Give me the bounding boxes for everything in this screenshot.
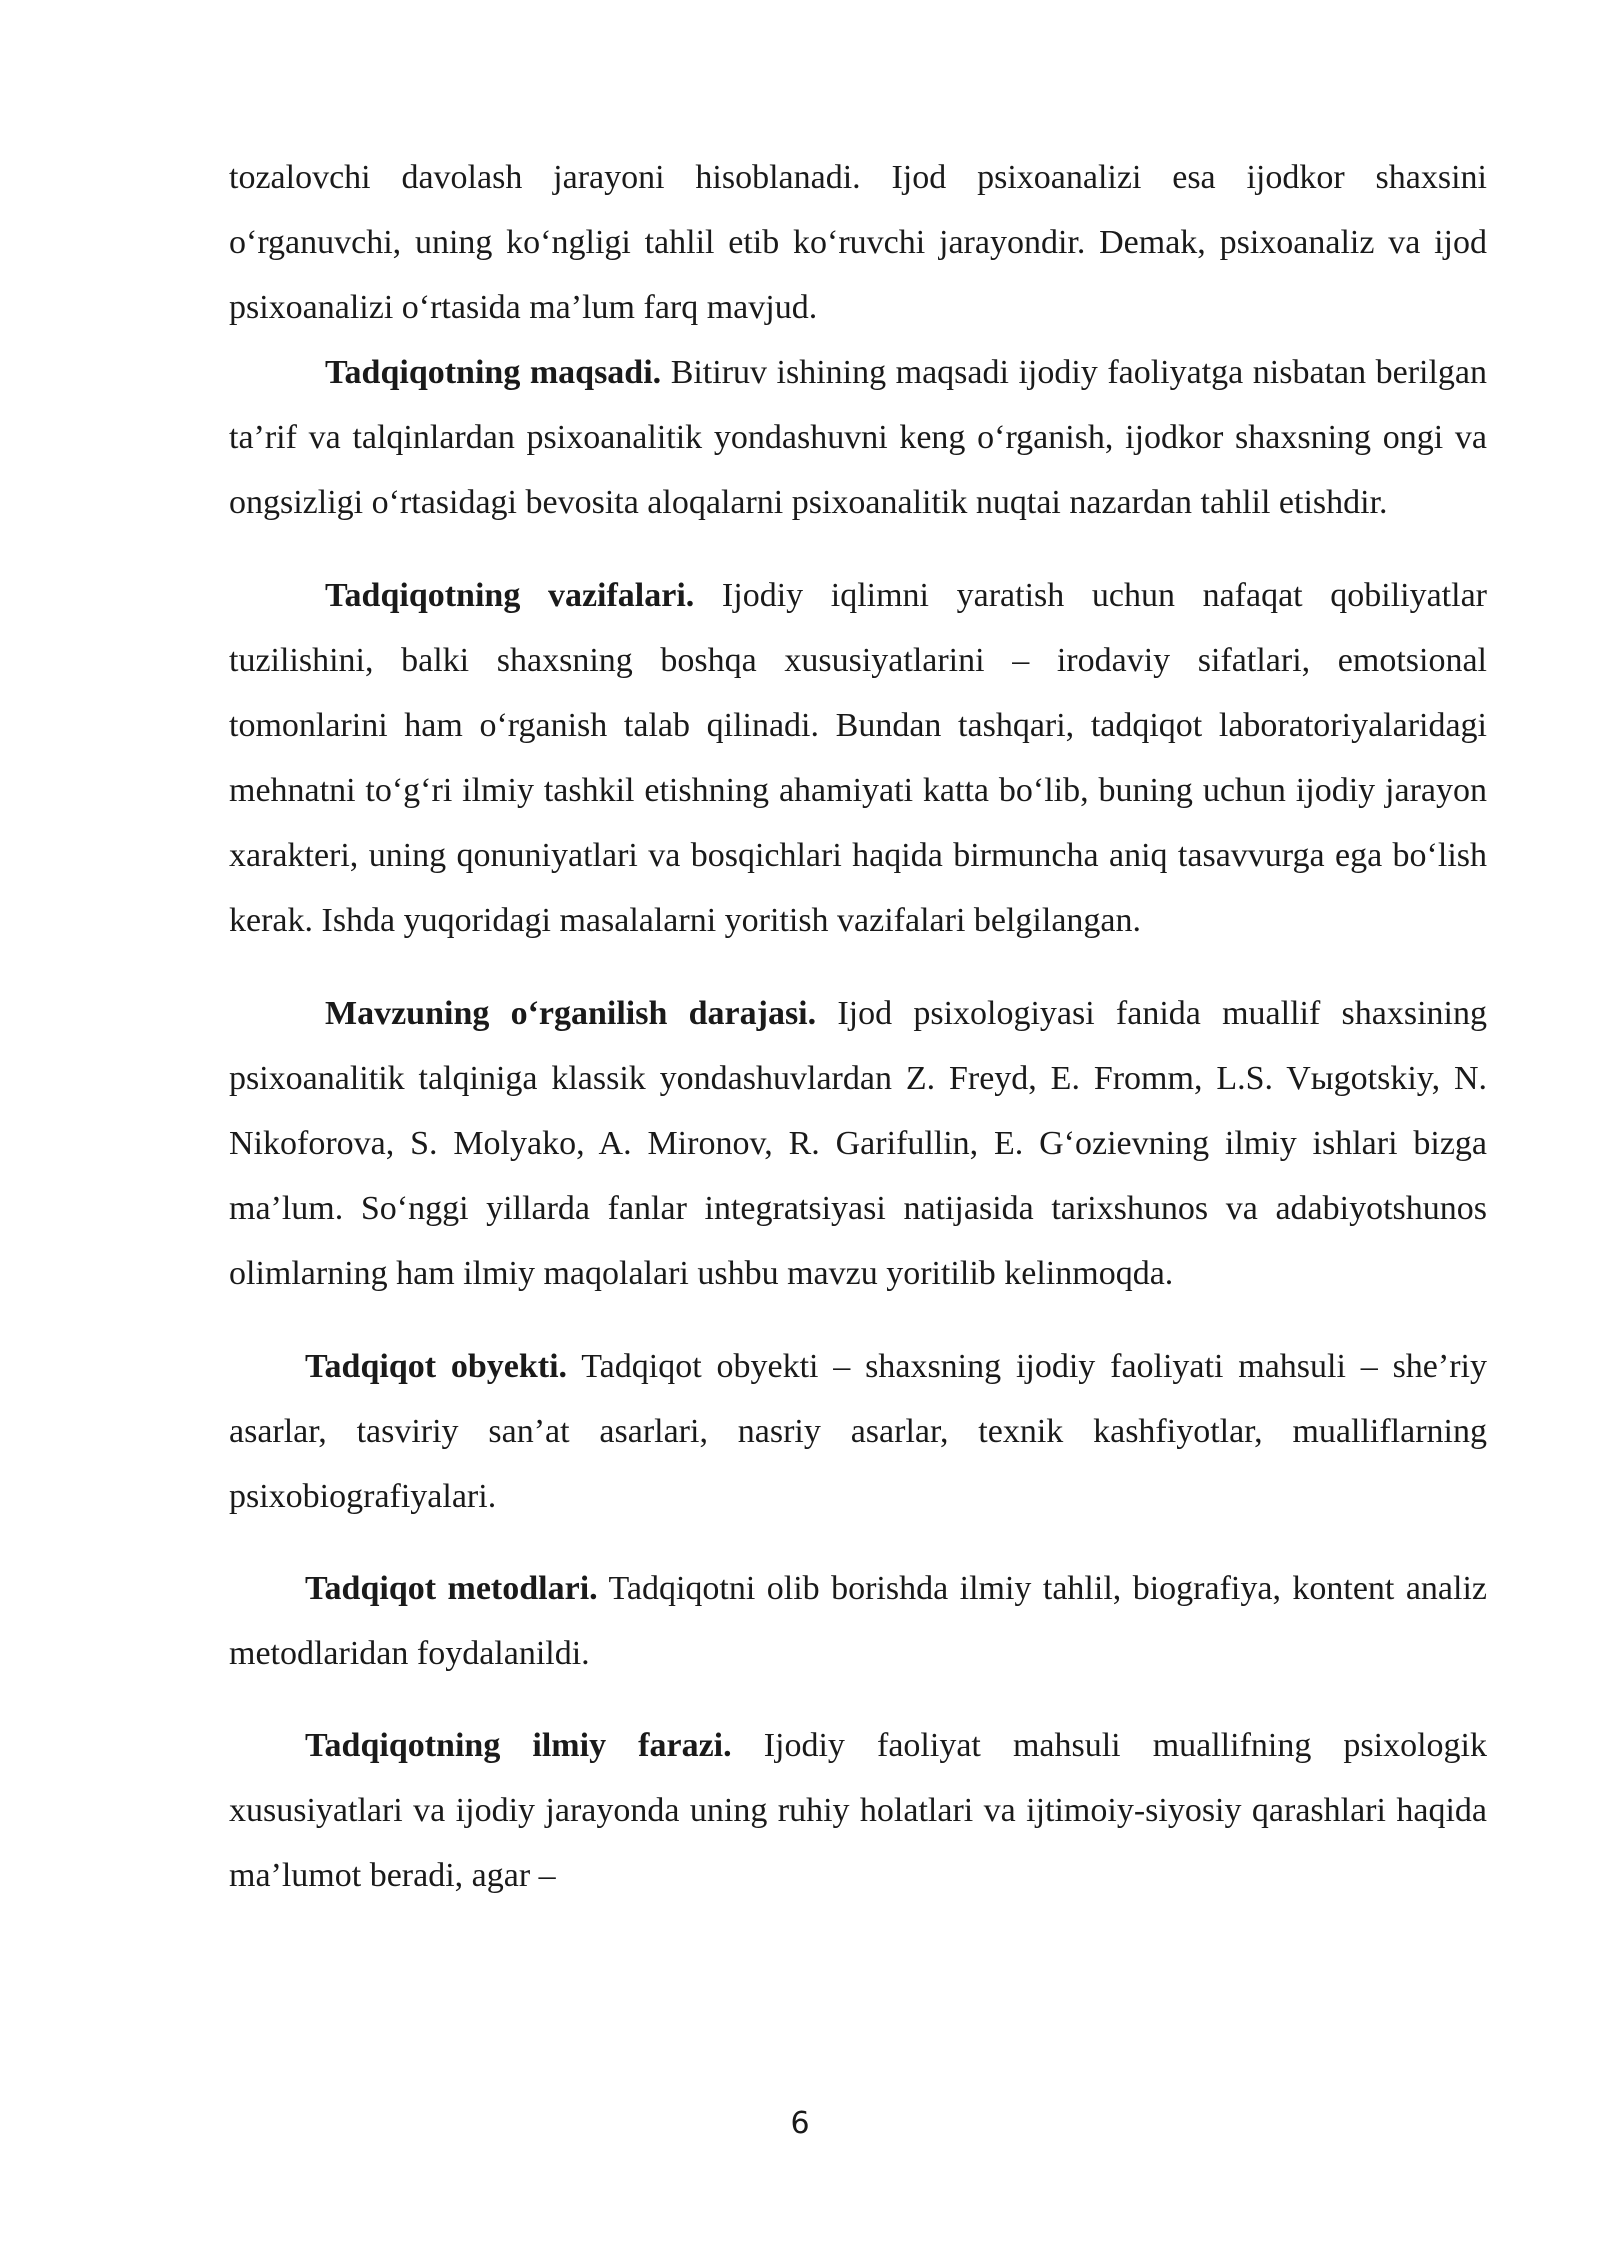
paragraph-text: tozalovchi davolash jarayoni hisoblanadi. Ijod psixoanalizi esa ijodkor shaxsini o‘rganuvchi, uning ko‘ngligi tahlil etib ko‘ruvchi jarayondir. Demak, psixoanaliz va ijod psixoanalizi o‘rtasida ma’lum farq mavjud. <box>229 159 1487 326</box>
paragraph-study-level <box>229 981 1487 1306</box>
page-number: 6 <box>790 2106 810 2141</box>
section-heading-research-tasks: Tadqiqotning vazifalari. <box>325 577 695 614</box>
paragraph-text: Bitiruv ishining maqsadi ijodiy faoliyatga nisbatan berilgan ta’rif va talqinlardan psixoanalitik yondashuvni keng o‘rganish, ijodkor shaxsning ongi va ongsizligi o‘rtasidagi bevosita aloqalarni psixoanalitik nuqtai nazardan tahlil etishdir. <box>229 354 1487 521</box>
paragraph-text: Tadqiqot obyekti – shaxsning ijodiy faoliyati mahsuli – she’riy asarlar, tasviriy san’at asarlari, nasriy asarlar, texnik kashfiyotlar, mualliflarning psixobiografiyalari. <box>229 1348 1487 1515</box>
paragraph-research-methods <box>229 1556 1487 1686</box>
paragraph-intro-continuation <box>229 145 1487 340</box>
section-heading-study-level: Mavzuning o‘rganilish darajasi. <box>325 995 817 1032</box>
paragraph-text: Tadqiqotni olib borishda ilmiy tahlil, biografiya, kontent analiz metodlaridan foydalanildi. <box>229 1570 1487 1672</box>
document-page <box>229 145 1487 1908</box>
paragraph-research-goal <box>229 340 1487 535</box>
paragraph-research-hypothesis <box>229 1713 1487 1908</box>
paragraph-text: Ijod psixologiyasi fanida muallif shaxsining psixoanalitik talqiniga klassik yondashuvlardan Z. Freyd, E. Fromm, L.S. Vыgotskiy, N. Nikoforova, S. Molyako, A. Mironov, R. Garifullin, E. G‘ozievning ilmiy ishlari bizga ma’lum. So‘nggi yillarda fanlar integratsiyasi natijasida tarixshunos va adabiyotshunos olimlarning ham ilmiy maqolalari ushbu mavzu yoritilib kelinmoqda. <box>229 995 1487 1292</box>
section-heading-research-object: Tadqiqot obyekti. <box>305 1348 568 1385</box>
paragraph-research-object <box>229 1334 1487 1529</box>
paragraph-text: Ijodiy faoliyat mahsuli muallifning psixologik xususiyatlari va ijodiy jarayonda uning ruhiy holatlari va ijtimoiy-siyosiy qarashlari haqida ma’lumot beradi, agar – <box>229 1727 1487 1894</box>
section-heading-research-methods: Tadqiqot metodlari. <box>305 1570 598 1607</box>
section-heading-research-hypothesis: Tadqiqotning ilmiy farazi. <box>305 1727 732 1764</box>
paragraph-research-tasks <box>229 563 1487 953</box>
section-heading-research-goal: Tadqiqotning maqsadi. <box>325 354 662 391</box>
paragraph-text: Ijodiy iqlimni yaratish uchun nafaqat qobiliyatlar tuzilishini, balki shaxsning boshqa xususiyatlarini – irodaviy sifatlari, emotsional tomonlarini ham o‘rganish talab qilinadi. Bundan tashqari, tadqiqot laboratoriyalaridagi mehnatni to‘g‘ri ilmiy tashkil etishning ahamiyati katta bo‘lib, buning uchun ijodiy jarayon xarakteri, uning qonuniyatlari va bosqichlari haqida birmuncha aniq tasavvurga ega bo‘lish kerak. Ishda yuqoridagi masalalarni yoritish vazifalari belgilangan. <box>229 577 1487 939</box>
